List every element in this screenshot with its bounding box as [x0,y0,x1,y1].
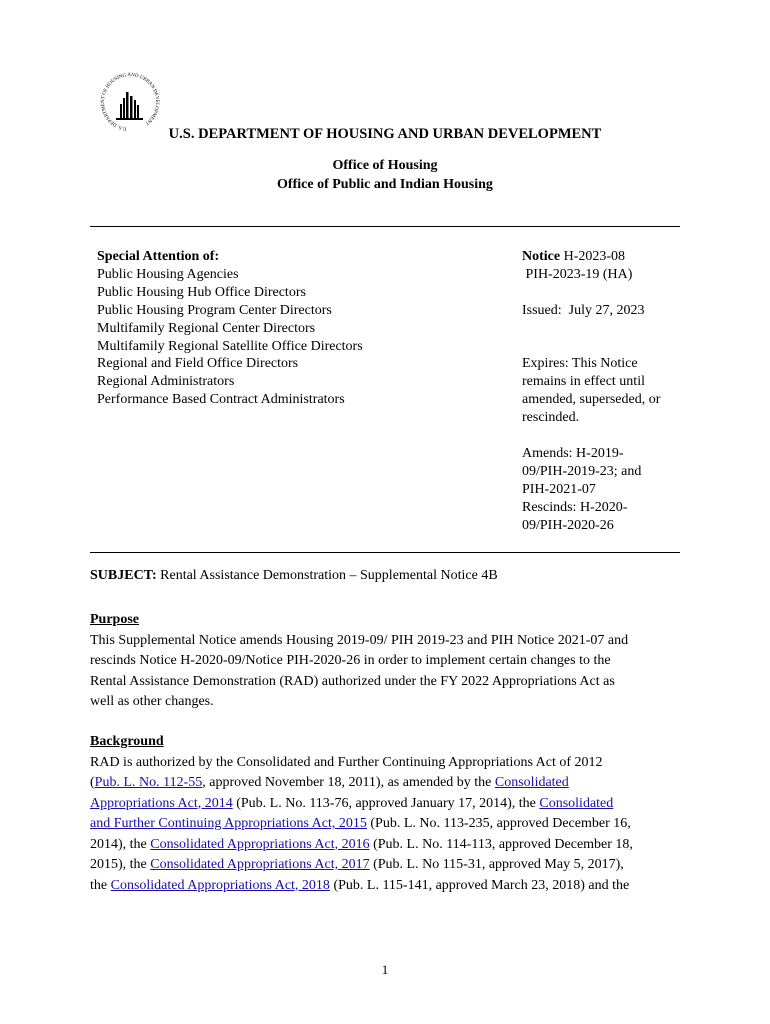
recipient: Public Housing Program Center Directors [97,302,332,318]
expires-line: Expires: This Notice [522,356,638,372]
recipient: Regional and Field Office Directors [97,356,299,372]
rescinds-line: 09/PIH-2020-26 [522,517,614,533]
recipient: Multifamily Regional Satellite Office Directors [97,338,363,354]
rescinds-line: Rescinds: H-2020- [522,499,628,515]
purpose-heading: Purpose [90,612,139,627]
purpose-line: well as other changes. [90,694,214,709]
background-heading: Background [90,734,164,749]
amends-line: 09/PIH-2019-23; and [522,463,642,479]
background-line: (Pub. L. No. 112-55, approved November 18, 2011), as amended by the Consolidated [90,775,569,790]
background-line: Appropriations Act, 2014 (Pub. L. No. 113-76, approved January 17, 2014), the Consolidated [90,795,614,811]
notice-number: Notice H-2023-08 [522,249,626,264]
expires-line: amended, superseded, or [522,392,661,408]
approp-act-2015-link[interactable]: Consolidated [539,795,614,811]
approp-act-2018-link[interactable]: Consolidated Appropriations Act, 2018 [110,877,330,893]
approp-act-2014-link[interactable]: Appropriations Act, 2014 [90,795,233,811]
purpose-line: rescinds Notice H-2020-09/Notice PIH-2020-26 in order to implement certain changes to the [90,653,611,668]
department-title: U.S. DEPARTMENT OF HOUSING AND URBAN DEVELOPMENT [168,126,602,142]
background-section [90,732,690,896]
purpose-line: This Supplemental Notice amends Housing 2019-09/ PIH 2019-23 and PIH Notice 2021-07 and [90,632,629,648]
issued-date: Issued: July 27, 2023 [522,302,645,318]
special-attention-block [97,248,363,409]
background-line: the Consolidated Appropriations Act, 2018 (Pub. L. 115-141, approved March 23, 2018) and the [90,877,630,893]
subject-line [90,568,498,584]
special-attention-heading: Special Attention of: [97,249,220,264]
notice-block [522,248,682,534]
pub-l-112-55-link[interactable]: Pub. L. No. 112-55 [94,775,203,790]
notice-pih: PIH-2023-19 (HA) [522,266,633,282]
background-line: RAD is authorized by the Consolidated and Further Continuing Appropriations Act of 2012 [90,754,603,770]
approp-act-2017-link[interactable]: Consolidated Appropriations Act, 2017 [150,857,370,872]
purpose-section [90,610,690,713]
subject-label: SUBJECT: [90,568,157,583]
seal-ring-text: U.S. DEPARTMENT OF HOUSING AND URBAN DEVELOPMENT [101,72,160,131]
background-line: and Further Continuing Appropriations Act, 2015 (Pub. L. No. 113-235, approved December 16, [90,816,631,831]
divider-bottom [90,552,680,553]
recipient: Public Housing Agencies [97,266,239,282]
recipient: Multifamily Regional Center Directors [97,320,316,336]
recipient: Public Housing Hub Office Directors [97,284,306,300]
recipient: Regional Administrators [97,374,235,390]
page-number: 1 [381,962,389,977]
background-line: 2014), the Consolidated Appropriations Act, 2016 (Pub. L. No. 114-113, approved December 18, [90,836,633,852]
divider-top [90,226,680,227]
approp-act-2014-link[interactable]: Consolidated [494,775,569,790]
amends-line: PIH-2021-07 [522,481,596,497]
background-line: 2015), the Consolidated Appropriations Act, 2017 (Pub. L. No 115-31, approved May 5, 2017), [90,857,624,872]
expires-line: remains in effect until [522,374,645,390]
expires-line: rescinded. [522,410,580,426]
office-housing: Office of Housing [332,158,438,173]
approp-act-2016-link[interactable]: Consolidated Appropriations Act, 2016 [150,836,370,852]
approp-act-2015-link[interactable]: and Further Continuing Appropriations Act, 2015 [90,816,367,831]
office-public-indian-housing: Office of Public and Indian Housing [277,177,493,192]
amends-line: Amends: H-2019- [522,445,624,461]
purpose-line: Rental Assistance Demonstration (RAD) authorized under the FY 2022 Appropriations Act as [90,673,615,689]
subject-text: Rental Assistance Demonstration – Supplemental Notice 4B [156,568,498,583]
recipient: Performance Based Contract Administrators [97,392,345,408]
